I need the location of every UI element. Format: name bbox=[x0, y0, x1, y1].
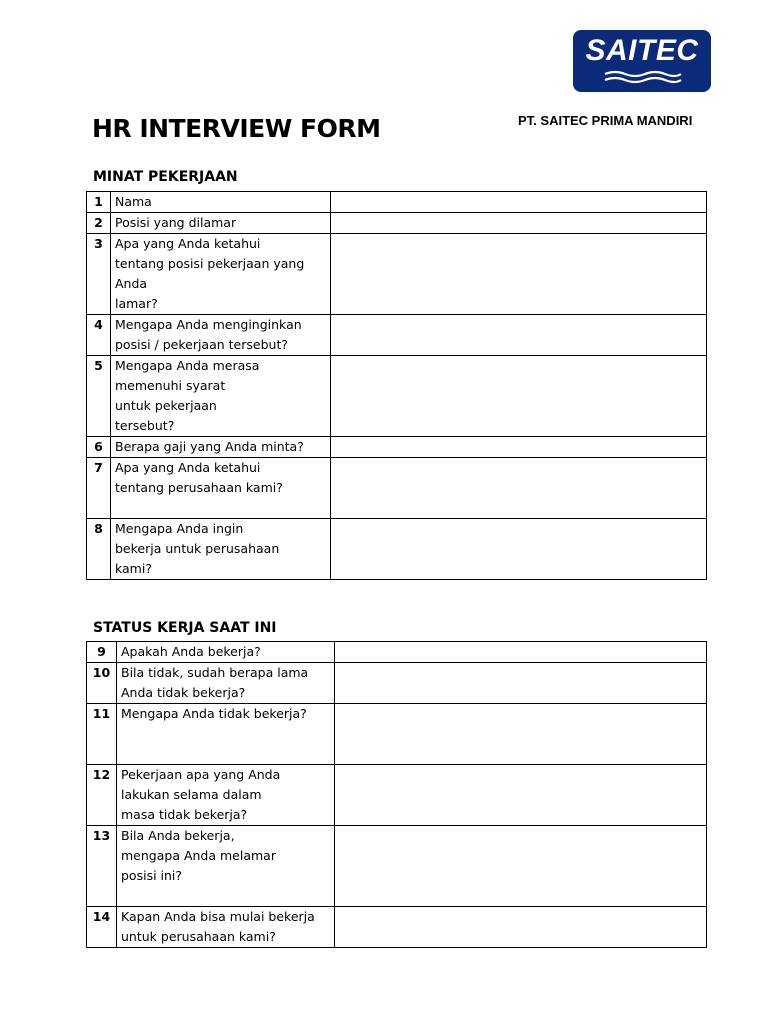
table-row bbox=[87, 704, 707, 765]
question-cell bbox=[117, 907, 335, 948]
question-text: Anda bbox=[115, 276, 148, 291]
row-number: 12 bbox=[87, 765, 117, 826]
table-row bbox=[87, 907, 707, 948]
question-cell bbox=[111, 519, 331, 580]
question-text: lakukan selama dalam bbox=[121, 787, 262, 802]
table-row bbox=[87, 642, 707, 663]
question-text: Bila tidak, sudah berapa lama bbox=[121, 665, 309, 680]
question-text: Kapan Anda bisa mulai bekerja bbox=[121, 909, 315, 924]
answer-field[interactable] bbox=[335, 907, 707, 948]
question-cell bbox=[111, 213, 331, 234]
question-text: untuk pekerjaan bbox=[115, 398, 217, 413]
answer-field[interactable] bbox=[331, 437, 707, 458]
answer-field[interactable] bbox=[331, 234, 707, 315]
question-text: Apa yang Anda ketahui bbox=[115, 236, 261, 251]
company-logo bbox=[573, 30, 711, 92]
logo-text: SAITEC bbox=[585, 34, 699, 67]
table-row bbox=[87, 458, 707, 519]
question-text: untuk perusahaan kami? bbox=[121, 929, 276, 944]
table-row bbox=[87, 437, 707, 458]
question-text: Mengapa Anda tidak bekerja? bbox=[121, 706, 307, 721]
question-cell bbox=[117, 642, 335, 663]
question-text: Apakah Anda bekerja? bbox=[121, 644, 261, 659]
form-title: HR INTERVIEW FORM bbox=[92, 114, 381, 143]
question-text: posisi / pekerjaan tersebut? bbox=[115, 337, 288, 352]
row-number: 2 bbox=[87, 213, 111, 234]
row-number: 14 bbox=[87, 907, 117, 948]
question-cell bbox=[111, 234, 331, 315]
row-number: 6 bbox=[87, 437, 111, 458]
question-text: tersebut? bbox=[115, 418, 175, 433]
table-row bbox=[87, 315, 707, 356]
answer-field[interactable] bbox=[331, 458, 707, 519]
table-row bbox=[87, 519, 707, 580]
question-text: Bila Anda bekerja, bbox=[121, 828, 235, 843]
question-text: Apa yang Anda ketahui bbox=[115, 460, 261, 475]
question-text: lamar? bbox=[115, 296, 158, 311]
row-number: 9 bbox=[87, 642, 117, 663]
answer-field[interactable] bbox=[335, 765, 707, 826]
table-row bbox=[87, 765, 707, 826]
answer-field[interactable] bbox=[331, 213, 707, 234]
answer-field[interactable] bbox=[331, 192, 707, 213]
question-cell bbox=[117, 663, 335, 704]
question-text: Berapa gaji yang Anda minta? bbox=[115, 439, 304, 454]
question-cell bbox=[111, 458, 331, 519]
table-body bbox=[87, 192, 707, 580]
question-text: bekerja untuk perusahaan bbox=[115, 541, 280, 556]
table-row bbox=[87, 826, 707, 907]
answer-field[interactable] bbox=[331, 315, 707, 356]
question-text: Nama bbox=[115, 194, 152, 209]
question-text: masa tidak bekerja? bbox=[121, 807, 248, 822]
answer-field[interactable] bbox=[331, 519, 707, 580]
company-name: PT. SAITEC PRIMA MANDIRI bbox=[518, 113, 693, 128]
question-text: Mengapa Anda merasa bbox=[115, 358, 260, 373]
question-text bbox=[121, 886, 330, 906]
question-text: mengapa Anda melamar bbox=[121, 848, 276, 863]
question-text bbox=[115, 498, 326, 518]
question-text: tentang perusahaan kami? bbox=[115, 480, 283, 495]
table-row bbox=[87, 213, 707, 234]
section-title-minat: MINAT PEKERJAAN bbox=[93, 169, 238, 185]
question-text: kami? bbox=[115, 561, 152, 576]
section-title-status: STATUS KERJA SAAT INI bbox=[93, 620, 277, 636]
question-text: Anda tidak bekerja? bbox=[121, 685, 246, 700]
table-body bbox=[87, 642, 707, 948]
answer-field[interactable] bbox=[335, 704, 707, 765]
question-text: Mengapa Anda menginginkan bbox=[115, 317, 302, 332]
answer-field[interactable] bbox=[335, 642, 707, 663]
table-minat-pekerjaan bbox=[86, 191, 707, 580]
question-text: Pekerjaan apa yang Anda bbox=[121, 767, 281, 782]
row-number: 1 bbox=[87, 192, 111, 213]
row-number: 10 bbox=[87, 663, 117, 704]
row-number: 13 bbox=[87, 826, 117, 907]
table-row bbox=[87, 356, 707, 437]
row-number: 7 bbox=[87, 458, 111, 519]
table-status-kerja bbox=[86, 641, 707, 948]
table-row bbox=[87, 192, 707, 213]
question-cell bbox=[111, 356, 331, 437]
row-number: 8 bbox=[87, 519, 111, 580]
row-number: 3 bbox=[87, 234, 111, 315]
question-cell bbox=[117, 704, 335, 765]
row-number: 5 bbox=[87, 356, 111, 437]
question-cell bbox=[117, 826, 335, 907]
question-text: Posisi yang dilamar bbox=[115, 215, 237, 230]
answer-field[interactable] bbox=[335, 826, 707, 907]
question-text bbox=[121, 744, 330, 764]
question-cell bbox=[111, 192, 331, 213]
question-text: Mengapa Anda ingin bbox=[115, 521, 244, 536]
row-number: 4 bbox=[87, 315, 111, 356]
question-cell bbox=[111, 315, 331, 356]
answer-field[interactable] bbox=[335, 663, 707, 704]
question-cell bbox=[117, 765, 335, 826]
table-row bbox=[87, 663, 707, 704]
row-number: 11 bbox=[87, 704, 117, 765]
question-text: tentang posisi pekerjaan yang bbox=[115, 256, 305, 271]
question-text bbox=[121, 724, 330, 744]
question-text: memenuhi syarat bbox=[115, 378, 226, 393]
question-text: posisi ini? bbox=[121, 868, 183, 883]
answer-field[interactable] bbox=[331, 356, 707, 437]
question-cell bbox=[111, 437, 331, 458]
wave-icon bbox=[603, 70, 683, 84]
table-row bbox=[87, 234, 707, 315]
